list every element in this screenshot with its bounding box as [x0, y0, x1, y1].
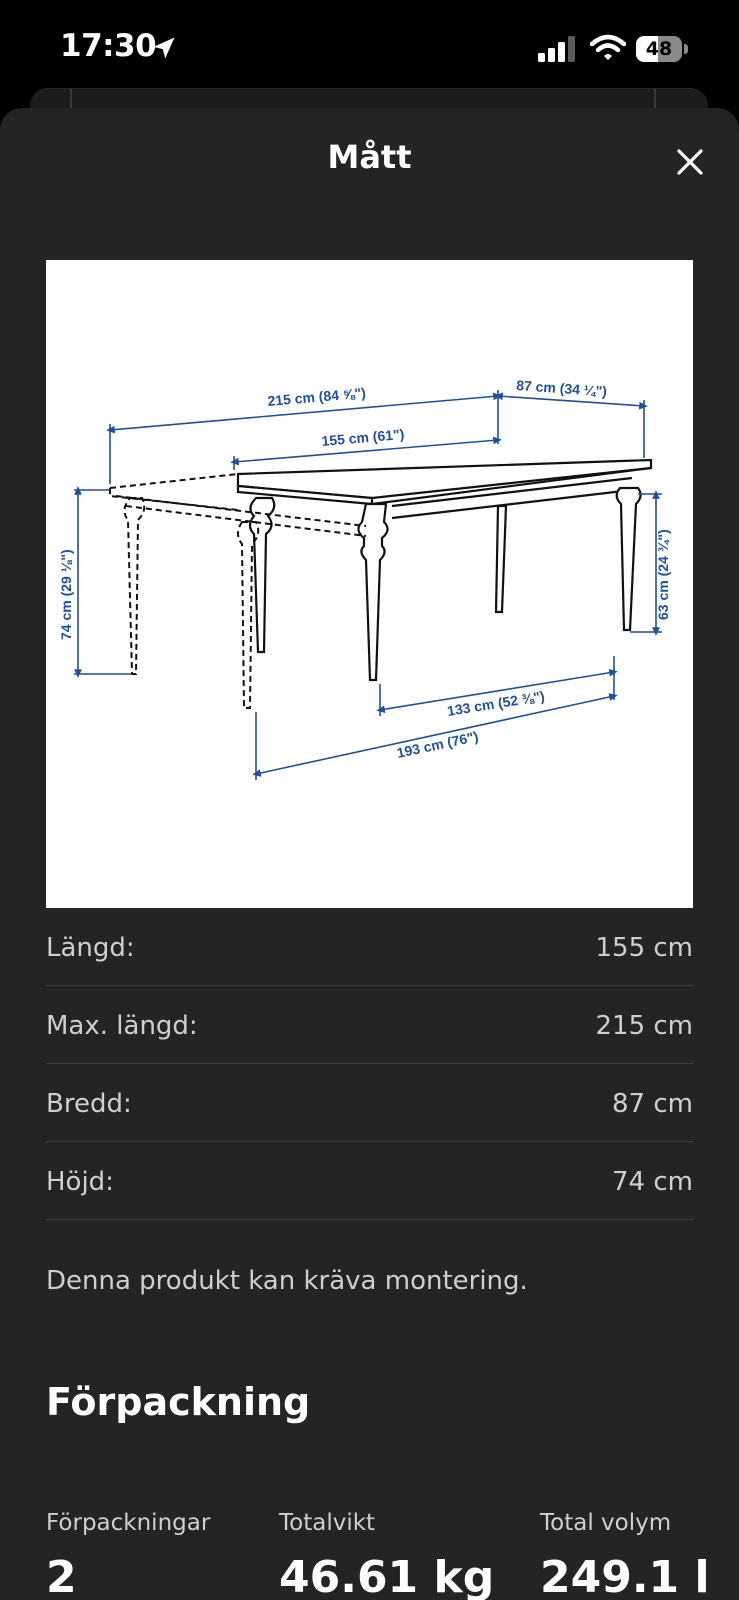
spec-value: 155 cm [595, 932, 693, 963]
spec-value: 215 cm [595, 1010, 693, 1041]
status-time: 17:30 [60, 28, 157, 64]
packaging-volume-label: Total volym [540, 1510, 672, 1536]
close-button[interactable] [670, 142, 710, 182]
spec-row [46, 1064, 693, 1142]
status-bar [0, 0, 739, 96]
spec-row [46, 908, 693, 986]
spec-row [46, 986, 693, 1064]
spec-row [46, 1142, 693, 1220]
table-dimension-drawing [46, 260, 693, 908]
spec-list [46, 908, 693, 1220]
packaging-volume [540, 1510, 710, 1600]
spec-value: 87 cm [612, 1088, 693, 1119]
packaging-volume-value: 249.1 l [540, 1552, 710, 1600]
packaging-count [46, 1510, 210, 1600]
dimensions-diagram [46, 260, 693, 908]
dim-label-height: 74 cm (29 ⅛") [58, 549, 74, 640]
spec-value: 74 cm [612, 1166, 693, 1197]
dim-label-length: 155 cm (61") [320, 425, 405, 449]
packaging-heading: Förpackning [46, 1380, 311, 1424]
packaging-count-value: 2 [46, 1552, 77, 1600]
close-icon [676, 148, 704, 176]
spec-label: Max. längd: [46, 1010, 198, 1041]
spec-label: Höjd: [46, 1166, 114, 1197]
table-outline [238, 460, 651, 680]
dim-label-extended-leg-span: 193 cm (76") [395, 728, 480, 761]
dim-label-width: 87 cm (34 ¼") [515, 377, 608, 400]
dim-label-leg-height: 63 cm (24 ¾") [655, 529, 671, 620]
spec-label: Bredd: [46, 1088, 132, 1119]
packaging-count-label: Förpackningar [46, 1510, 211, 1536]
sheet-title: Mått [327, 138, 412, 176]
packaging-weight-value: 46.61 kg [279, 1552, 495, 1600]
packaging-weight-label: Totalvikt [279, 1510, 376, 1536]
wifi-icon [590, 34, 626, 62]
spec-label: Längd: [46, 932, 135, 963]
location-arrow-icon [150, 34, 178, 62]
packaging-weight [279, 1510, 494, 1600]
assembly-note: Denna produkt kan kräva montering. [46, 1266, 528, 1296]
extended-leaf-dashed [110, 474, 366, 708]
cellular-signal-icon [538, 36, 578, 62]
battery-percent: 48 [645, 38, 673, 60]
battery-indicator [636, 36, 688, 62]
dim-label-leg-span: 133 cm (52 ⅜") [445, 687, 546, 719]
dimensions-sheet [0, 108, 739, 1600]
dim-label-max-length: 215 cm (84 ⅝") [266, 384, 367, 409]
